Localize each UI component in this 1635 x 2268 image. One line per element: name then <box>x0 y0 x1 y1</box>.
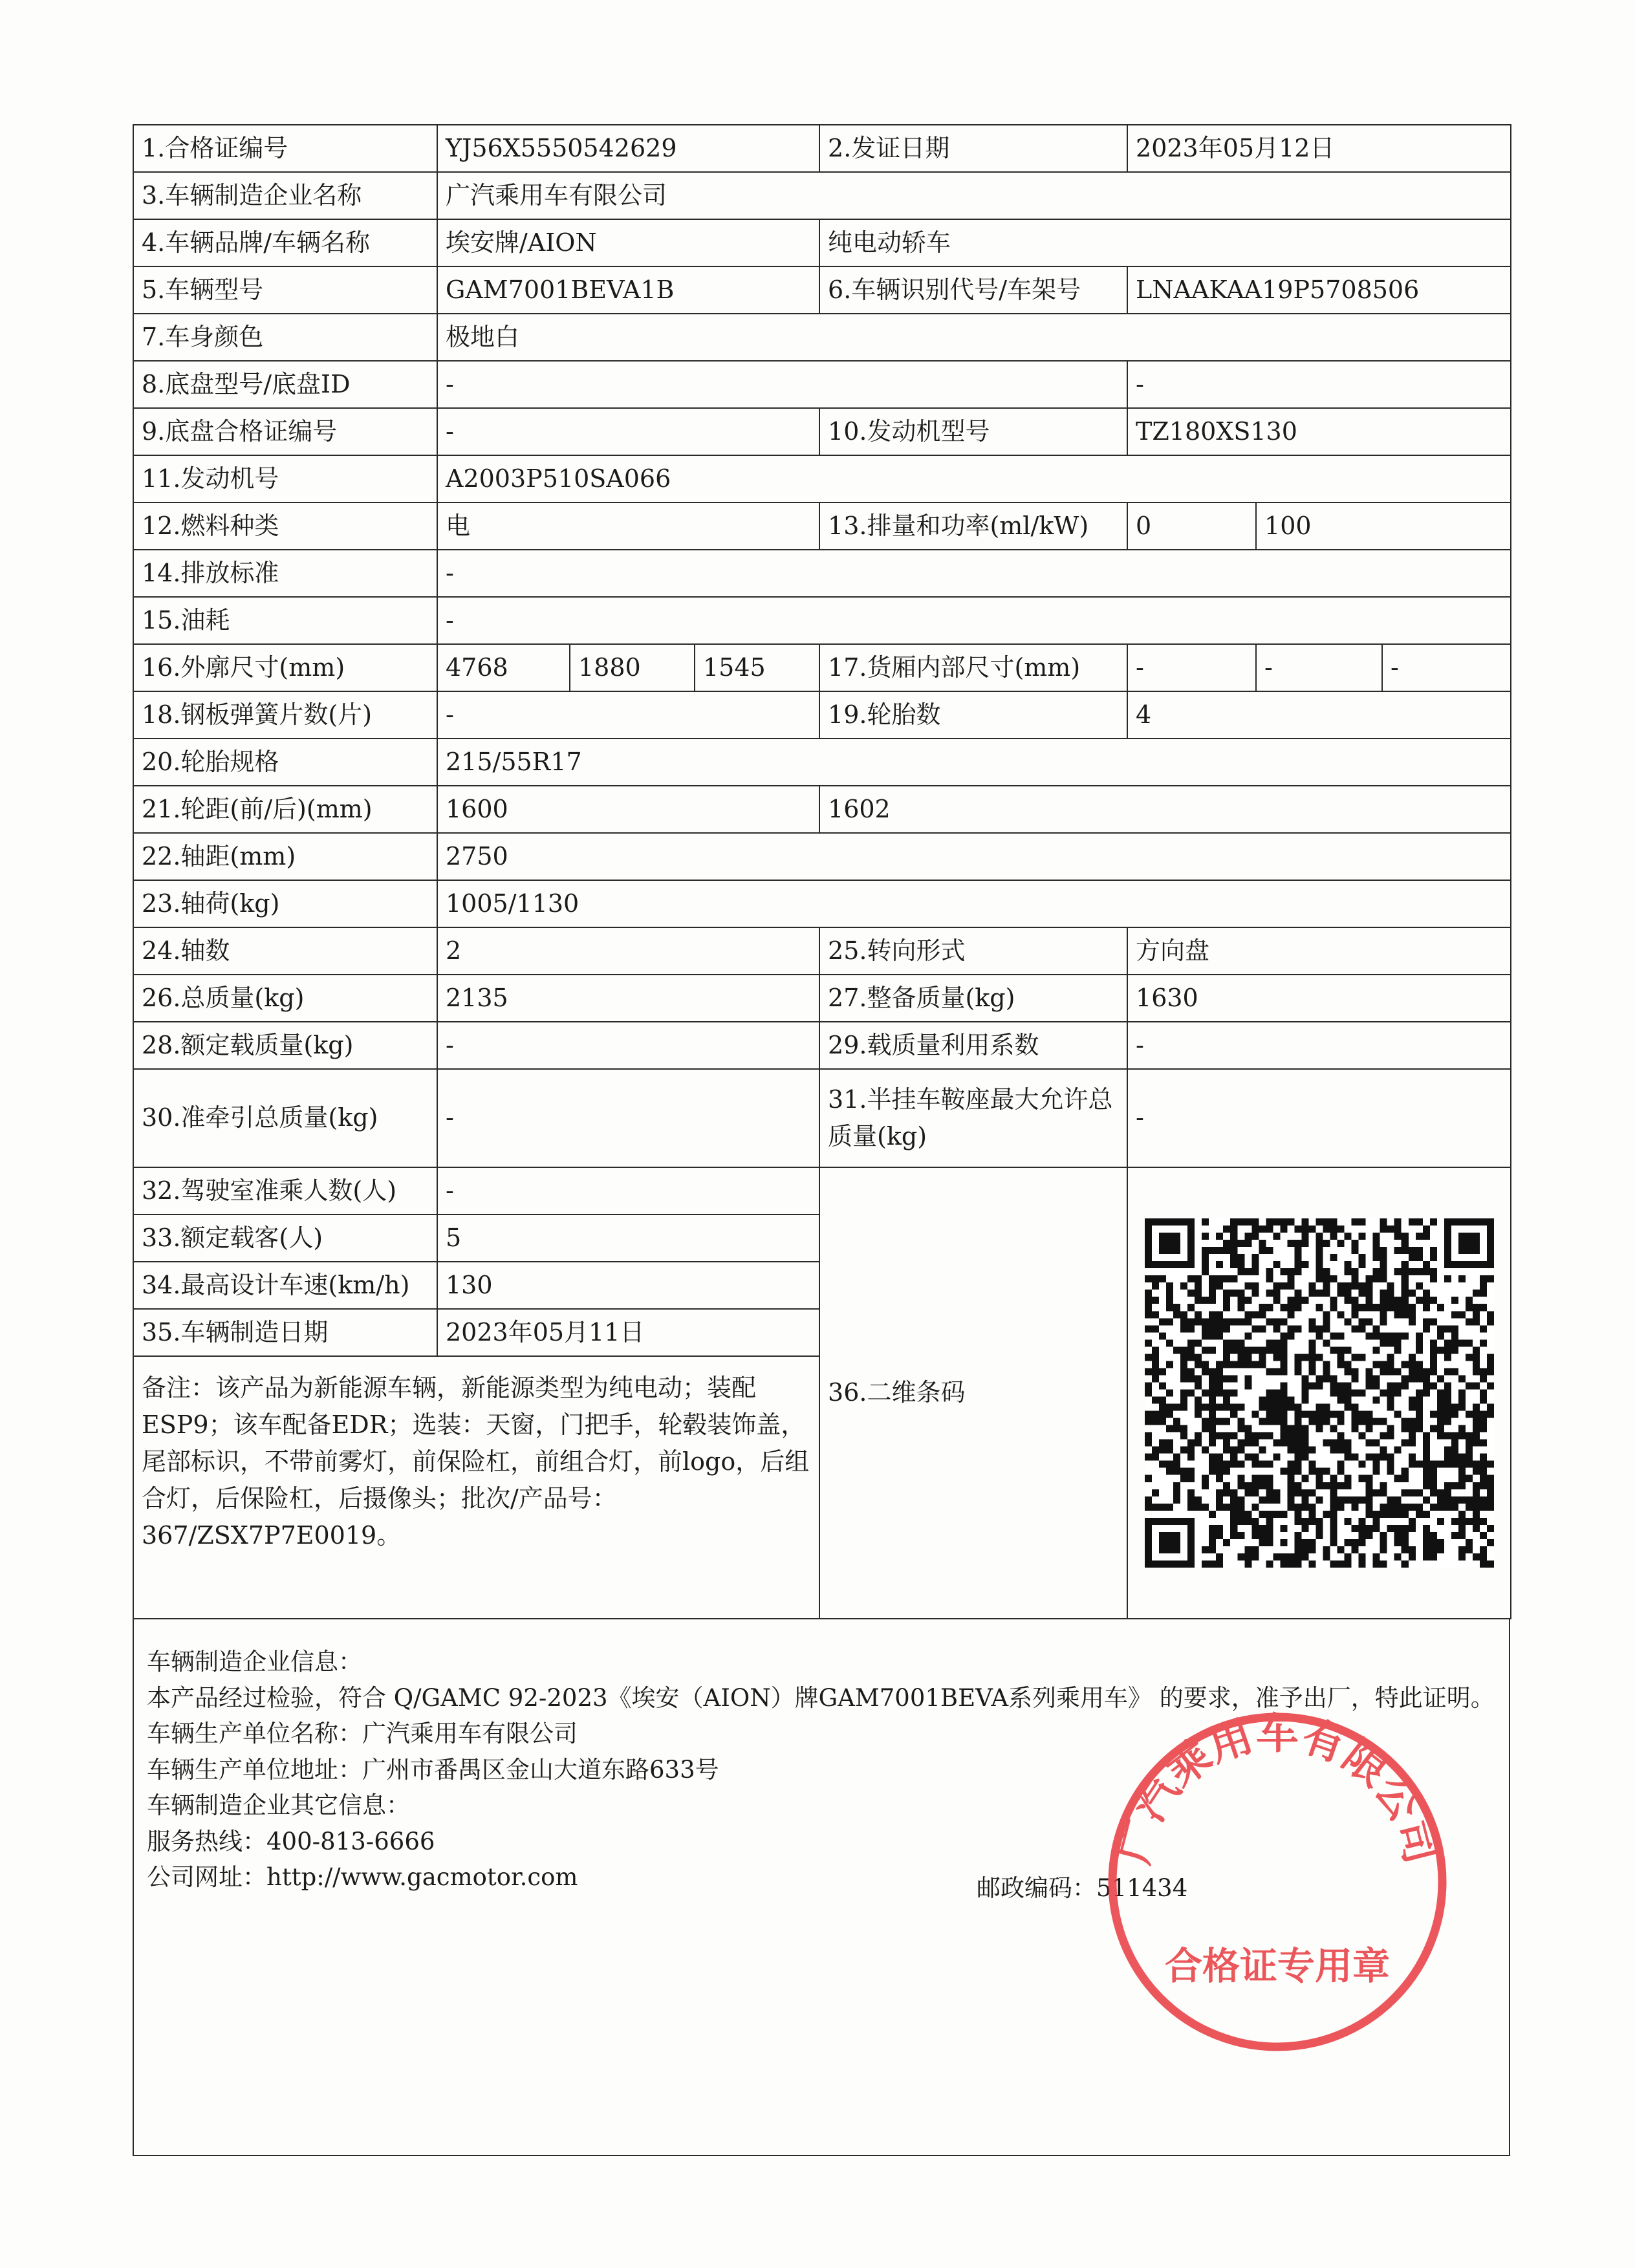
cell-value: GAM7001BEVA1B <box>437 266 819 314</box>
table-row <box>133 125 1511 172</box>
table-row <box>133 219 1511 266</box>
cell-label: 25.转向形式 <box>819 927 1127 975</box>
table-row <box>133 1167 1511 1215</box>
cell-value: 方向盘 <box>1127 927 1511 975</box>
table-row <box>133 172 1511 219</box>
table-row <box>133 1069 1511 1167</box>
cell-value: 2023年05月12日 <box>1127 125 1511 172</box>
cell-value: 埃安牌/AION <box>437 219 819 266</box>
cell-value: 2135 <box>437 975 819 1022</box>
cell-value: - <box>437 408 819 455</box>
cell-label: 19.轮胎数 <box>819 691 1127 739</box>
cell-label: 16.外廓尺寸(mm) <box>133 644 437 691</box>
cell-value: - <box>1127 1069 1511 1167</box>
cell-label: 29.载质量利用系数 <box>819 1022 1127 1069</box>
table-row <box>133 927 1511 975</box>
cell-label: 30.准牵引总质量(kg) <box>133 1069 437 1167</box>
remarks: 备注：该产品为新能源车辆，新能源类型为纯电动；装配ESP9；该车配备EDR；选装：天窗，门把手，轮毂装饰盖，尾部标识，不带前雾灯，前保险杠，前组合灯，前logo，后组合灯，后保险杠，后摄像头；批次/产品号：367/ZSX7P7E0019。 <box>133 1356 819 1619</box>
cell-label: 34.最高设计车速(km/h) <box>133 1262 437 1309</box>
cell-label: 36.二维条码 <box>819 1167 1127 1619</box>
cell-label: 31.半挂车鞍座最大允许总质量(kg) <box>819 1069 1127 1167</box>
cell-label: 13.排量和功率(ml/kW) <box>819 502 1127 550</box>
postal-code: 邮政编码：511434 <box>977 1874 1188 1902</box>
cell-value: LNAAKAA19P5708506 <box>1127 266 1511 314</box>
cell-value: - <box>437 1022 819 1069</box>
cell-label: 9.底盘合格证编号 <box>133 408 437 455</box>
cell-value: 1602 <box>819 786 1511 833</box>
cell-value: 电 <box>437 502 819 550</box>
producer-name: 车辆生产单位名称：广汽乘用车有限公司 <box>147 1720 578 1747</box>
cell-label: 3.车辆制造企业名称 <box>133 172 437 219</box>
table-row <box>133 786 1511 833</box>
cell-label: 24.轴数 <box>133 927 437 975</box>
cell-label: 33.额定载客(人) <box>133 1215 437 1262</box>
cell-value: 2750 <box>437 833 1511 880</box>
cell-label: 7.车身颜色 <box>133 314 437 361</box>
cell-value: 130 <box>437 1262 819 1309</box>
seal-bottom-text: 合格证专用章 <box>1164 1944 1391 1988</box>
cell-value: - <box>437 550 1511 597</box>
company-seal <box>1103 1707 1452 2057</box>
cell-value: - <box>1382 644 1511 691</box>
cell-value: - <box>437 597 1511 644</box>
table-row <box>133 1022 1511 1069</box>
table-row <box>133 644 1511 691</box>
table-row <box>133 502 1511 550</box>
cell-value: 215/55R17 <box>437 739 1511 786</box>
cell-label: 20.轮胎规格 <box>133 739 437 786</box>
cell-value: 1005/1130 <box>437 880 1511 927</box>
table-row <box>133 550 1511 597</box>
cell-value: 1630 <box>1127 975 1511 1022</box>
cell-value: - <box>1127 361 1511 408</box>
cell-label: 4.车辆品牌/车辆名称 <box>133 219 437 266</box>
table-row <box>133 408 1511 455</box>
cell-value: 1880 <box>570 644 695 691</box>
cell-label: 26.总质量(kg) <box>133 975 437 1022</box>
cell-label: 28.额定载质量(kg) <box>133 1022 437 1069</box>
certificate-table <box>133 124 1511 1619</box>
cell-label: 21.轮距(前/后)(mm) <box>133 786 437 833</box>
seal-arc-text: 广汽乘用车有限公司 <box>1107 1707 1447 1869</box>
cell-value: A2003P510SA066 <box>437 455 1511 502</box>
cell-value: - <box>437 361 1127 408</box>
cell-value: 4768 <box>437 644 570 691</box>
other-info-heading: 车辆制造企业其它信息： <box>147 1791 410 1819</box>
cell-label: 5.车辆型号 <box>133 266 437 314</box>
qr-code-cell <box>1127 1167 1511 1619</box>
table-row <box>133 361 1511 408</box>
info-heading: 车辆制造企业信息： <box>147 1648 362 1676</box>
cell-label: 11.发动机号 <box>133 455 437 502</box>
cell-value: - <box>437 1069 819 1167</box>
table-row <box>133 455 1511 502</box>
cell-value: 广汽乘用车有限公司 <box>437 172 1511 219</box>
table-row <box>133 880 1511 927</box>
cell-value: 极地白 <box>437 314 1511 361</box>
cell-value: 2023年05月11日 <box>437 1309 819 1356</box>
cell-value: TZ180XS130 <box>1127 408 1511 455</box>
cell-value: - <box>437 691 819 739</box>
cell-label: 8.底盘型号/底盘ID <box>133 361 437 408</box>
company-website: 公司网址：http://www.gacmotor.com <box>147 1863 578 1891</box>
cell-label: 10.发动机型号 <box>819 408 1127 455</box>
info-statement: 本产品经过检验，符合 Q/GAMC 92-2023《埃安（AION）牌GAM7001BEVA系列乘用车》 的要求，准予出厂，特此证明。 <box>147 1683 1495 1712</box>
cell-label: 22.轴距(mm) <box>133 833 437 880</box>
cell-value: 1545 <box>695 644 819 691</box>
cell-label: 14.排放标准 <box>133 550 437 597</box>
table-row <box>133 266 1511 314</box>
cell-label: 35.车辆制造日期 <box>133 1309 437 1356</box>
producer-address: 车辆生产单位地址：广州市番禺区金山大道东路633号 <box>147 1755 719 1784</box>
cell-value: - <box>1256 644 1382 691</box>
table-row <box>133 975 1511 1022</box>
qr-code <box>1145 1218 1494 1568</box>
cell-value: 100 <box>1256 502 1511 550</box>
cell-label: 1.合格证编号 <box>133 125 437 172</box>
cell-value: - <box>1127 644 1256 691</box>
cell-value: 4 <box>1127 691 1511 739</box>
cell-label: 15.油耗 <box>133 597 437 644</box>
cell-label: 18.钢板弹簧片数(片) <box>133 691 437 739</box>
cell-value: - <box>437 1167 819 1215</box>
table-row <box>133 691 1511 739</box>
cell-label: 12.燃料种类 <box>133 502 437 550</box>
cell-label: 6.车辆识别代号/车架号 <box>819 266 1127 314</box>
seal-ring <box>1112 1717 1442 2047</box>
cell-label: 2.发证日期 <box>819 125 1127 172</box>
table-row <box>133 833 1511 880</box>
cell-value: 1600 <box>437 786 819 833</box>
table-row <box>133 314 1511 361</box>
cell-value: 纯电动轿车 <box>819 219 1511 266</box>
cell-value: - <box>1127 1022 1511 1069</box>
table-row <box>133 597 1511 644</box>
cell-label: 32.驾驶室准乘人数(人) <box>133 1167 437 1215</box>
cell-label: 27.整备质量(kg) <box>819 975 1127 1022</box>
cell-label: 23.轴荷(kg) <box>133 880 437 927</box>
cell-value: 2 <box>437 927 819 975</box>
service-hotline: 服务热线：400-813-6666 <box>147 1827 435 1855</box>
cell-value: YJ56X5550542629 <box>437 125 819 172</box>
table-row <box>133 739 1511 786</box>
cell-value: 5 <box>437 1215 819 1262</box>
cell-value: 0 <box>1127 502 1256 550</box>
cell-label: 17.货厢内部尺寸(mm) <box>819 644 1127 691</box>
